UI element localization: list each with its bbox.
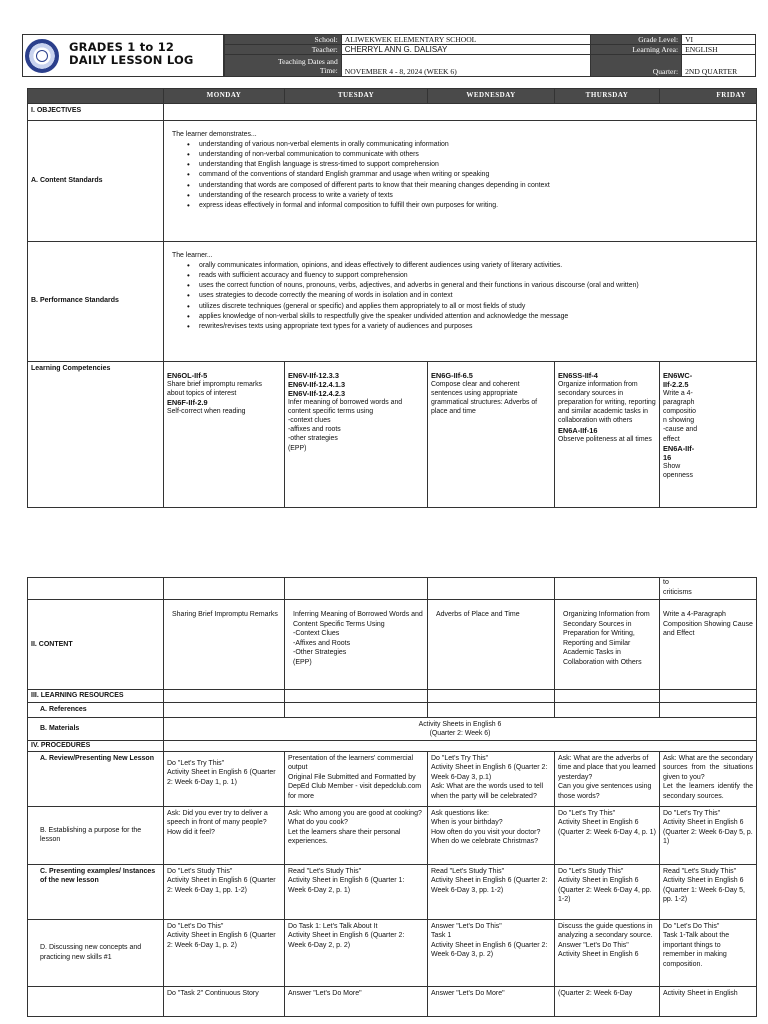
content-standard-item: • understanding of various non-verbal elements in orally communicating information	[173, 140, 753, 150]
grade-level-label: Grade Level:	[591, 35, 682, 45]
content-standard-item: • understanding of the research process to write a variety of texts	[173, 191, 753, 201]
competency-text: Observe politeness at all times	[558, 435, 652, 443]
content-monday: Sharing Brief Impromptu Remarks	[164, 600, 285, 690]
references-blank	[164, 702, 285, 717]
day-header-friday: FRIDAY	[660, 89, 757, 104]
procedure-e-thursday: (Quarter 2: Week 6-Day	[555, 986, 660, 1016]
learning-area-value: ENGLISH	[682, 45, 756, 55]
quarter-value: 2ND QUARTER	[682, 55, 756, 77]
continuation-blank	[555, 578, 660, 600]
resources-blank	[555, 690, 660, 703]
header-info-table	[224, 34, 756, 77]
title-line-1: GRADES 1 to 12	[69, 40, 175, 54]
content-thursday: Organizing Information from Secondary Sources in Preparation for Writing, Reporting and Similar Academic Tasks in Collaboration with Others	[555, 600, 660, 690]
materials-line-2: (Quarter 2: Week 6)	[429, 729, 491, 737]
content-standard-item: • understanding of non-verbal communication to communicate with others	[173, 150, 753, 160]
procedure-b-wednesday: Ask questions like: When is your birthday? How often do you visit your doctor? When do we celebrate Christmas?	[428, 806, 555, 864]
procedure-a-wednesday: Do "Let's Try This" Activity Sheet in English 6 (Quarter 2: Week 6-Day 3, p.1) Ask: What are the words used to tell when the party will be celebrated?	[428, 751, 555, 806]
learning-resources-heading: III. LEARNING RESOURCES	[28, 690, 164, 703]
competency-code: EN6WC- IIf-2.2.5	[663, 370, 693, 389]
competency-text: Self-correct when reading	[167, 407, 246, 415]
resources-blank	[285, 690, 428, 703]
performance-standards-label: B. Performance Standards	[28, 241, 164, 361]
content-standard-item: • express ideas effectively in formal and informal composition to fulfill their own purposes for writing.	[173, 201, 753, 211]
references-blank	[285, 702, 428, 717]
resources-blank	[428, 690, 555, 703]
procedures-heading: IV. PROCEDURES	[28, 740, 164, 751]
performance-standards-cell	[164, 241, 757, 361]
content-heading: II. CONTENT	[28, 600, 164, 690]
procedure-d-friday: Do "Let's Do This" Task 1-Talk about the important things to remember in making composition.	[660, 919, 757, 986]
procedure-d-label: D. Discussing new concepts and practicing new skills #1	[28, 919, 164, 986]
procedure-a-label: A. Review/Presenting New Lesson	[28, 751, 164, 806]
competency-text: Write a 4- paragraph compositio n showing -cause and effect	[663, 389, 698, 443]
procedure-a-monday: Do "Let's Try This" Activity Sheet in English 6 (Quarter 2: Week 6-Day 1, p. 1)	[164, 751, 285, 806]
title-line-2: DAILY LESSON LOG	[69, 53, 194, 67]
grade-level-value: VI	[682, 35, 756, 45]
performance-standards-list	[173, 261, 753, 332]
day-header-blank	[28, 89, 164, 104]
references-blank	[555, 702, 660, 717]
content-standard-item: • understanding that words are composed of different parts to know that their meaning changes depending in context	[173, 181, 753, 191]
resources-blank	[164, 690, 285, 703]
content-standard-item: • understanding that English language is stress-timed to support comprehension	[173, 160, 753, 170]
procedure-c-monday: Do "Let's Study This" Activity Sheet in English 6 (Quarter 2: Week 6-Day 1, pp. 1-2)	[164, 864, 285, 919]
teacher-value: CHERRYL ANN G. DALISAY	[341, 45, 590, 55]
procedures-blank	[164, 740, 757, 751]
competency-text: Show openness	[663, 462, 693, 479]
continuation-blank	[428, 578, 555, 600]
procedure-b-label: B. Establishing a purpose for the lesson	[28, 806, 164, 864]
content-standards-list	[173, 140, 753, 211]
procedure-a-thursday: Ask: What are the adverbs of time and place that you learned yesterday? Can you give sentences using those words?	[555, 751, 660, 806]
competency-code: EN6OL-IIf-5	[167, 370, 208, 380]
procedure-c-friday: Read "Let's Study This" Activity Sheet in English 6 (Quarter 1: Week 6-Day 5, pp. 1-2)	[660, 864, 757, 919]
references-blank	[428, 702, 555, 717]
performance-standard-item: • reads with sufficient accuracy and fluency to support comprehension	[173, 271, 753, 281]
content-friday: Write a 4-Paragraph Composition Showing Cause and Effect	[660, 600, 757, 690]
competency-text: Infer meaning of borrowed words and content specific terms using -context clues -affixes and roots -other strategies (EPP)	[288, 398, 403, 452]
competency-code: EN6A-IIf- 16	[663, 443, 695, 462]
competency-tuesday	[285, 361, 428, 507]
content-standards-intro: The learner demonstrates...	[172, 130, 257, 138]
competency-code: EN6SS-IIf-4	[558, 370, 598, 380]
day-header-wednesday: WEDNESDAY	[428, 89, 555, 104]
procedure-d-thursday: Discuss the guide questions in analyzing a secondary source. Answer "Let's Do This" Activity Sheet in English 6	[555, 919, 660, 986]
procedure-c-tuesday: Read "Let's Study This" Activity Sheet in English 6 (Quarter 1: Week 6-Day 2, p. 1)	[285, 864, 428, 919]
performance-standard-item: • applies knowledge of non-verbal skills to respectfully give the speaker undivided attention and acknowledge the message	[173, 312, 753, 322]
competency-text: Share brief impromptu remarks about topics of interest	[167, 380, 262, 397]
competency-text: Organize information from secondary sources in preparation for writing, reporting and similar academic tasks in collaboration with others	[558, 380, 656, 425]
learning-competencies-label: Learning Competencies	[28, 361, 164, 507]
procedure-b-friday: Do "Let's Try This" Activity Sheet in English 6 (Quarter 2: Week 6-Day 5, p. 1)	[660, 806, 757, 864]
teaching-dates-label	[225, 55, 342, 77]
continuation-blank	[285, 578, 428, 600]
procedure-e-wednesday: Answer "Let's Do More"	[428, 986, 555, 1016]
procedure-e-monday: Do "Task 2" Continuous Story	[164, 986, 285, 1016]
teaching-dates-value: NOVEMBER 4 - 8, 2024 (WEEK 6)	[341, 55, 590, 77]
day-header-tuesday: TUESDAY	[285, 89, 428, 104]
content-standards-label: A. Content Standards	[28, 120, 164, 241]
resources-blank	[660, 690, 757, 703]
content-wednesday: Adverbs of Place and Time	[428, 600, 555, 690]
teacher-label: Teacher:	[225, 45, 342, 55]
performance-standard-item: • uses the correct function of nouns, pronouns, verbs, adjectives, and adverbs in general and their functions in various discourse (oral and written)	[173, 281, 753, 291]
procedure-e-label	[28, 986, 164, 1016]
competency-code: EN6V-IIf-12.3.3 EN6V-IIf-12.4.1.3 EN6V-IIf-12.4.2.3	[288, 370, 346, 398]
continuation-blank	[164, 578, 285, 600]
procedure-c-thursday: Do "Let's Study This" Activity Sheet in English 6 (Quarter 2: Week 6-Day 4, pp. 1-2)	[555, 864, 660, 919]
quarter-label: Quarter:	[591, 55, 682, 77]
competency-friday	[660, 361, 757, 507]
materials-value	[164, 717, 757, 740]
lesson-table-upper	[27, 88, 757, 508]
performance-standard-item: • utilizes discrete techniques (general or specific) and applies them appropriately to all or most fields of study	[173, 302, 753, 312]
competency-friday-continued: to criticisms	[660, 578, 757, 600]
objectives-blank	[164, 103, 757, 120]
day-header-monday: MONDAY	[164, 89, 285, 104]
performance-standard-item: • orally communicates information, opinions, and ideas effectively to different audiences using variety of literary activities.	[173, 261, 753, 271]
references-blank	[660, 702, 757, 717]
competency-thursday	[555, 361, 660, 507]
title-box	[22, 34, 224, 77]
competency-code: EN6G-IIf-6.5	[431, 370, 473, 380]
teaching-dates-label-1: Teaching Dates and	[277, 56, 338, 66]
procedure-a-tuesday: Presentation of the learners' commercial output Original File Submitted and Formatted by DepEd Club Member - visit depedclub.com for more	[285, 751, 428, 806]
continuation-blank	[28, 578, 164, 600]
lesson-table-lower	[27, 577, 757, 1017]
deped-seal-logo	[25, 39, 59, 73]
competency-wednesday	[428, 361, 555, 507]
content-standard-item: • command of the conventions of standard English grammar and usage when writing or speaking	[173, 170, 753, 180]
performance-standard-item: • uses strategies to decode correctly the meaning of words in isolation and in context	[173, 291, 753, 301]
materials-label: B. Materials	[28, 717, 164, 740]
school-value: ALIWEKWEK ELEMENTARY SCHOOL	[341, 35, 590, 45]
teaching-dates-label-2: Time:	[319, 65, 338, 75]
procedure-c-label: C. Presenting examples/ Instances of the new lesson	[28, 864, 164, 919]
performance-standards-intro: The learner...	[172, 251, 213, 259]
day-header-thursday: THURSDAY	[555, 89, 660, 104]
procedure-b-thursday: Do "Let's Try This" Activity Sheet in English 6 (Quarter 2: Week 6-Day 4, p. 1)	[555, 806, 660, 864]
competency-monday	[164, 361, 285, 507]
procedure-b-monday: Ask: Did you ever try to deliver a speech in front of many people? How did it feel?	[164, 806, 285, 864]
procedure-d-monday: Do "Let's Do This" Activity Sheet in English 6 (Quarter 2: Week 6-Day 1, p. 2)	[164, 919, 285, 986]
competency-text: Compose clear and coherent sentences using appropriate grammatical structures: Adverbs of place and time	[431, 380, 538, 416]
procedure-d-wednesday: Answer "Let's Do This" Task 1 Activity Sheet in English 6 (Quarter 2: Week 6-Day 3, p. 2)	[428, 919, 555, 986]
references-label: A. References	[28, 702, 164, 717]
procedure-c-wednesday: Read "Let's Study This" Activity Sheet in English 6 (Quarter 2: Week 6-Day 3, pp. 1-2)	[428, 864, 555, 919]
procedure-e-friday: Activity Sheet in English	[660, 986, 757, 1016]
objectives-heading: I. OBJECTIVES	[28, 103, 164, 120]
procedure-b-tuesday: Ask: Who among you are good at cooking? What do you cook? Let the learners share their personal experiences.	[285, 806, 428, 864]
content-tuesday: Inferring Meaning of Borrowed Words and Content Specific Terms Using -Context Clues -Affixes and Roots -Other Strategies (EPP)	[285, 600, 428, 690]
performance-standard-item: • rewrites/revises texts using appropriate text types for a variety of audiences and purposes	[173, 322, 753, 332]
materials-line-1: Activity Sheets in English 6	[418, 720, 502, 728]
competency-code: EN6F-IIf-2.9	[167, 397, 208, 407]
learning-area-label: Learning Area:	[591, 45, 682, 55]
competency-code: EN6A-IIf-16	[558, 425, 598, 435]
procedure-a-friday: Ask: What are the secondary sources from the situations given to you? Let the learners identify the secondary sources.	[660, 751, 757, 806]
day-header-row	[28, 89, 757, 104]
procedure-d-tuesday: Do Task 1: Let's Talk About It Activity Sheet in English 6 (Quarter 2: Week 6-Day 2, p. 2)	[285, 919, 428, 986]
content-standards-cell	[164, 120, 757, 241]
school-label: School:	[225, 35, 342, 45]
procedure-e-tuesday: Answer "Let's Do More"	[285, 986, 428, 1016]
